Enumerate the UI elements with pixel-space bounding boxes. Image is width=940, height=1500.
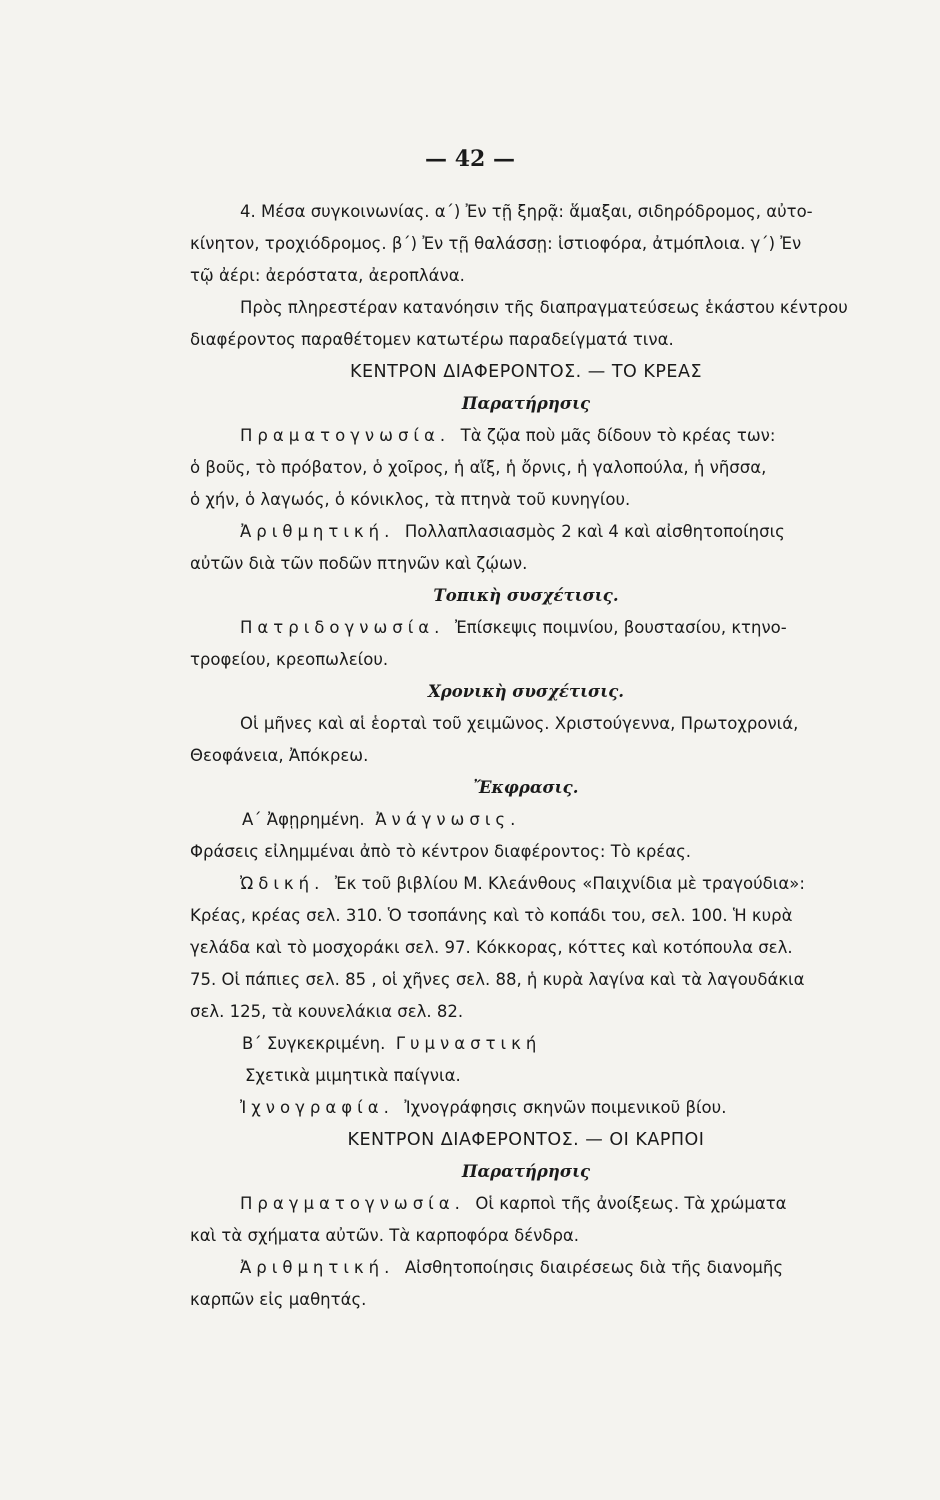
text-line: τροφείου, κρεοπωλείου. <box>190 650 389 669</box>
text-line: καρπῶν εἰς μαθητάς. <box>190 1290 367 1309</box>
subsection-heading: Ἔκφρασις. <box>473 778 579 797</box>
text-line: αὐτῶν διὰ τῶν ποδῶν πτηνῶν καὶ ζῴων. <box>190 554 528 573</box>
page-body <box>190 196 862 1316</box>
text-segment: Ἰχνογράφησις σκηνῶν ποιμενικοῦ βίου. <box>404 1098 727 1117</box>
spaced-term: Πατριδογνωσία. <box>240 618 445 637</box>
text-line: Οἱ μῆνες καὶ αἱ ἑορταὶ τοῦ χειμῶνος. Χριστούγεννα, Πρωτοχρονιά, <box>240 714 799 733</box>
spaced-term: Ἀριθμητική. <box>240 1258 395 1277</box>
text-line <box>190 612 862 644</box>
text-line: 75. Οἱ πάπιες σελ. 85 , οἱ χῆνες σελ. 88, ἡ κυρὰ λαγίνα καὶ τὰ λαγουδάκια <box>190 970 805 989</box>
subsection-heading: Τοπικὴ συσχέτισις. <box>433 586 619 605</box>
spaced-term: Ἰχνογραφία. <box>240 1098 394 1117</box>
text-segment: Ἐκ τοῦ βιβλίου Μ. Κλεάνθους «Παιχνίδια μὲ τραγούδια»: <box>334 874 805 893</box>
spaced-term: Ἀριθμητική. <box>240 522 395 541</box>
text-line: γελάδα καὶ τὸ μοσχοράκι σελ. 97. Κόκκορας, κόττες καὶ κοτόπουλα σελ. <box>190 938 793 957</box>
text-line: ὁ βοῦς, τὸ πρόβατον, ὁ χοῖρος, ἡ αἴξ, ἡ ὄρνις, ἡ γαλοπούλα, ἡ νῆσσα, <box>190 458 767 477</box>
spaced-term: Πραγματογνωσία. <box>240 1194 465 1213</box>
text-segment: Πολλαπλασιασμὸς 2 καὶ 4 καὶ αἰσθητοποίησις <box>404 522 785 541</box>
text-line: διαφέροντος παραθέτομεν κατωτέρω παραδείγματά τινα. <box>190 330 674 349</box>
text-line: Φράσεις εἰλημμέναι ἀπὸ τὸ κέντρον διαφέροντος: Τὸ κρέας. <box>190 842 692 861</box>
text-segment: Τὰ ζῷα ποὺ μᾶς δίδουν τὸ κρέας των: <box>460 426 776 445</box>
text-segment: Αἰσθητοποίησις διαιρέσεως διὰ τῆς διανομῆς <box>404 1258 784 1277</box>
text-line <box>190 1252 862 1284</box>
spaced-term: Πραματογνωσία. <box>240 426 451 445</box>
text-line: Θεοφάνεια, Ἀπόκρεω. <box>190 746 369 765</box>
text-line: σελ. 125, τὰ κουνελάκια σελ. 82. <box>190 1002 464 1021</box>
text-segment: Β΄ Συγκεκριμένη. <box>242 1034 386 1053</box>
text-line: ὁ χήν, ὁ λαγωός, ὁ κόνικλος, τὰ πτηνὰ τοῦ κυνηγίου. <box>190 490 631 509</box>
text-line: καὶ τὰ σχήματα αὐτῶν. Τὰ καρποφόρα δένδρα. <box>190 1226 580 1245</box>
section-heading: ΚΕΝΤΡΟΝ ΔΙΑΦΕΡΟΝΤΟΣ. — ΤΟ ΚΡΕΑΣ <box>350 362 702 382</box>
page-number: — 42 — <box>425 146 515 172</box>
subsection-heading: Χρονικὴ συσχέτισις. <box>427 682 624 701</box>
text-line <box>190 1028 862 1060</box>
text-line: Κρέας, κρέας σελ. 310. Ὁ τσοπάνης καὶ τὸ κοπάδι του, σελ. 100. Ἡ κυρὰ <box>190 906 793 925</box>
text-line <box>190 868 862 900</box>
text-line: Σχετικὰ μιμητικὰ παίγνια. <box>245 1066 461 1085</box>
text-segment: Ἐπίσκεψις ποιμνίου, βουστασίου, κτηνο- <box>454 618 787 637</box>
text-line: κίνητον, τροχιόδρομος. β΄) Ἐν τῇ θαλάσσῃ: ἱστιοφόρα, ἀτμόπλοια. γ΄) Ἐν <box>190 234 802 253</box>
text-line <box>190 516 862 548</box>
section-heading: ΚΕΝΤΡΟΝ ΔΙΑΦΕΡΟΝΤΟΣ. — ΟΙ ΚΑΡΠΟΙ <box>347 1130 705 1150</box>
text-line <box>190 420 862 452</box>
subsection-heading: Παρατήρησις <box>461 1162 591 1181</box>
text-line: τῷ ἀέρι: ἀερόστατα, ἀεροπλάνα. <box>190 266 465 285</box>
spaced-term: Ἀνάγνωσις. <box>375 810 521 829</box>
text-line <box>190 804 862 836</box>
text-segment: Οἱ καρποὶ τῆς ἀνοίξεως. Τὰ χρώματα <box>475 1194 787 1213</box>
text-line: Πρὸς πληρεστέραν κατανόησιν τῆς διαπραγματεύσεως ἑκάστου κέντρου <box>240 298 848 317</box>
text-segment: Α΄ Ἀφῃρημένη. <box>242 810 365 829</box>
spaced-term: Γυμναστική <box>395 1034 542 1053</box>
text-line: 4. Μέσα συγκοινωνίας. α΄) Ἐν τῇ ξηρᾷ: ἅμαξαι, σιδηρόδρομος, αὐτο- <box>240 202 813 221</box>
spaced-term: Ὠδική. <box>240 874 325 893</box>
text-line <box>190 1188 862 1220</box>
text-line <box>190 1092 862 1124</box>
subsection-heading: Παρατήρησις <box>461 394 591 413</box>
